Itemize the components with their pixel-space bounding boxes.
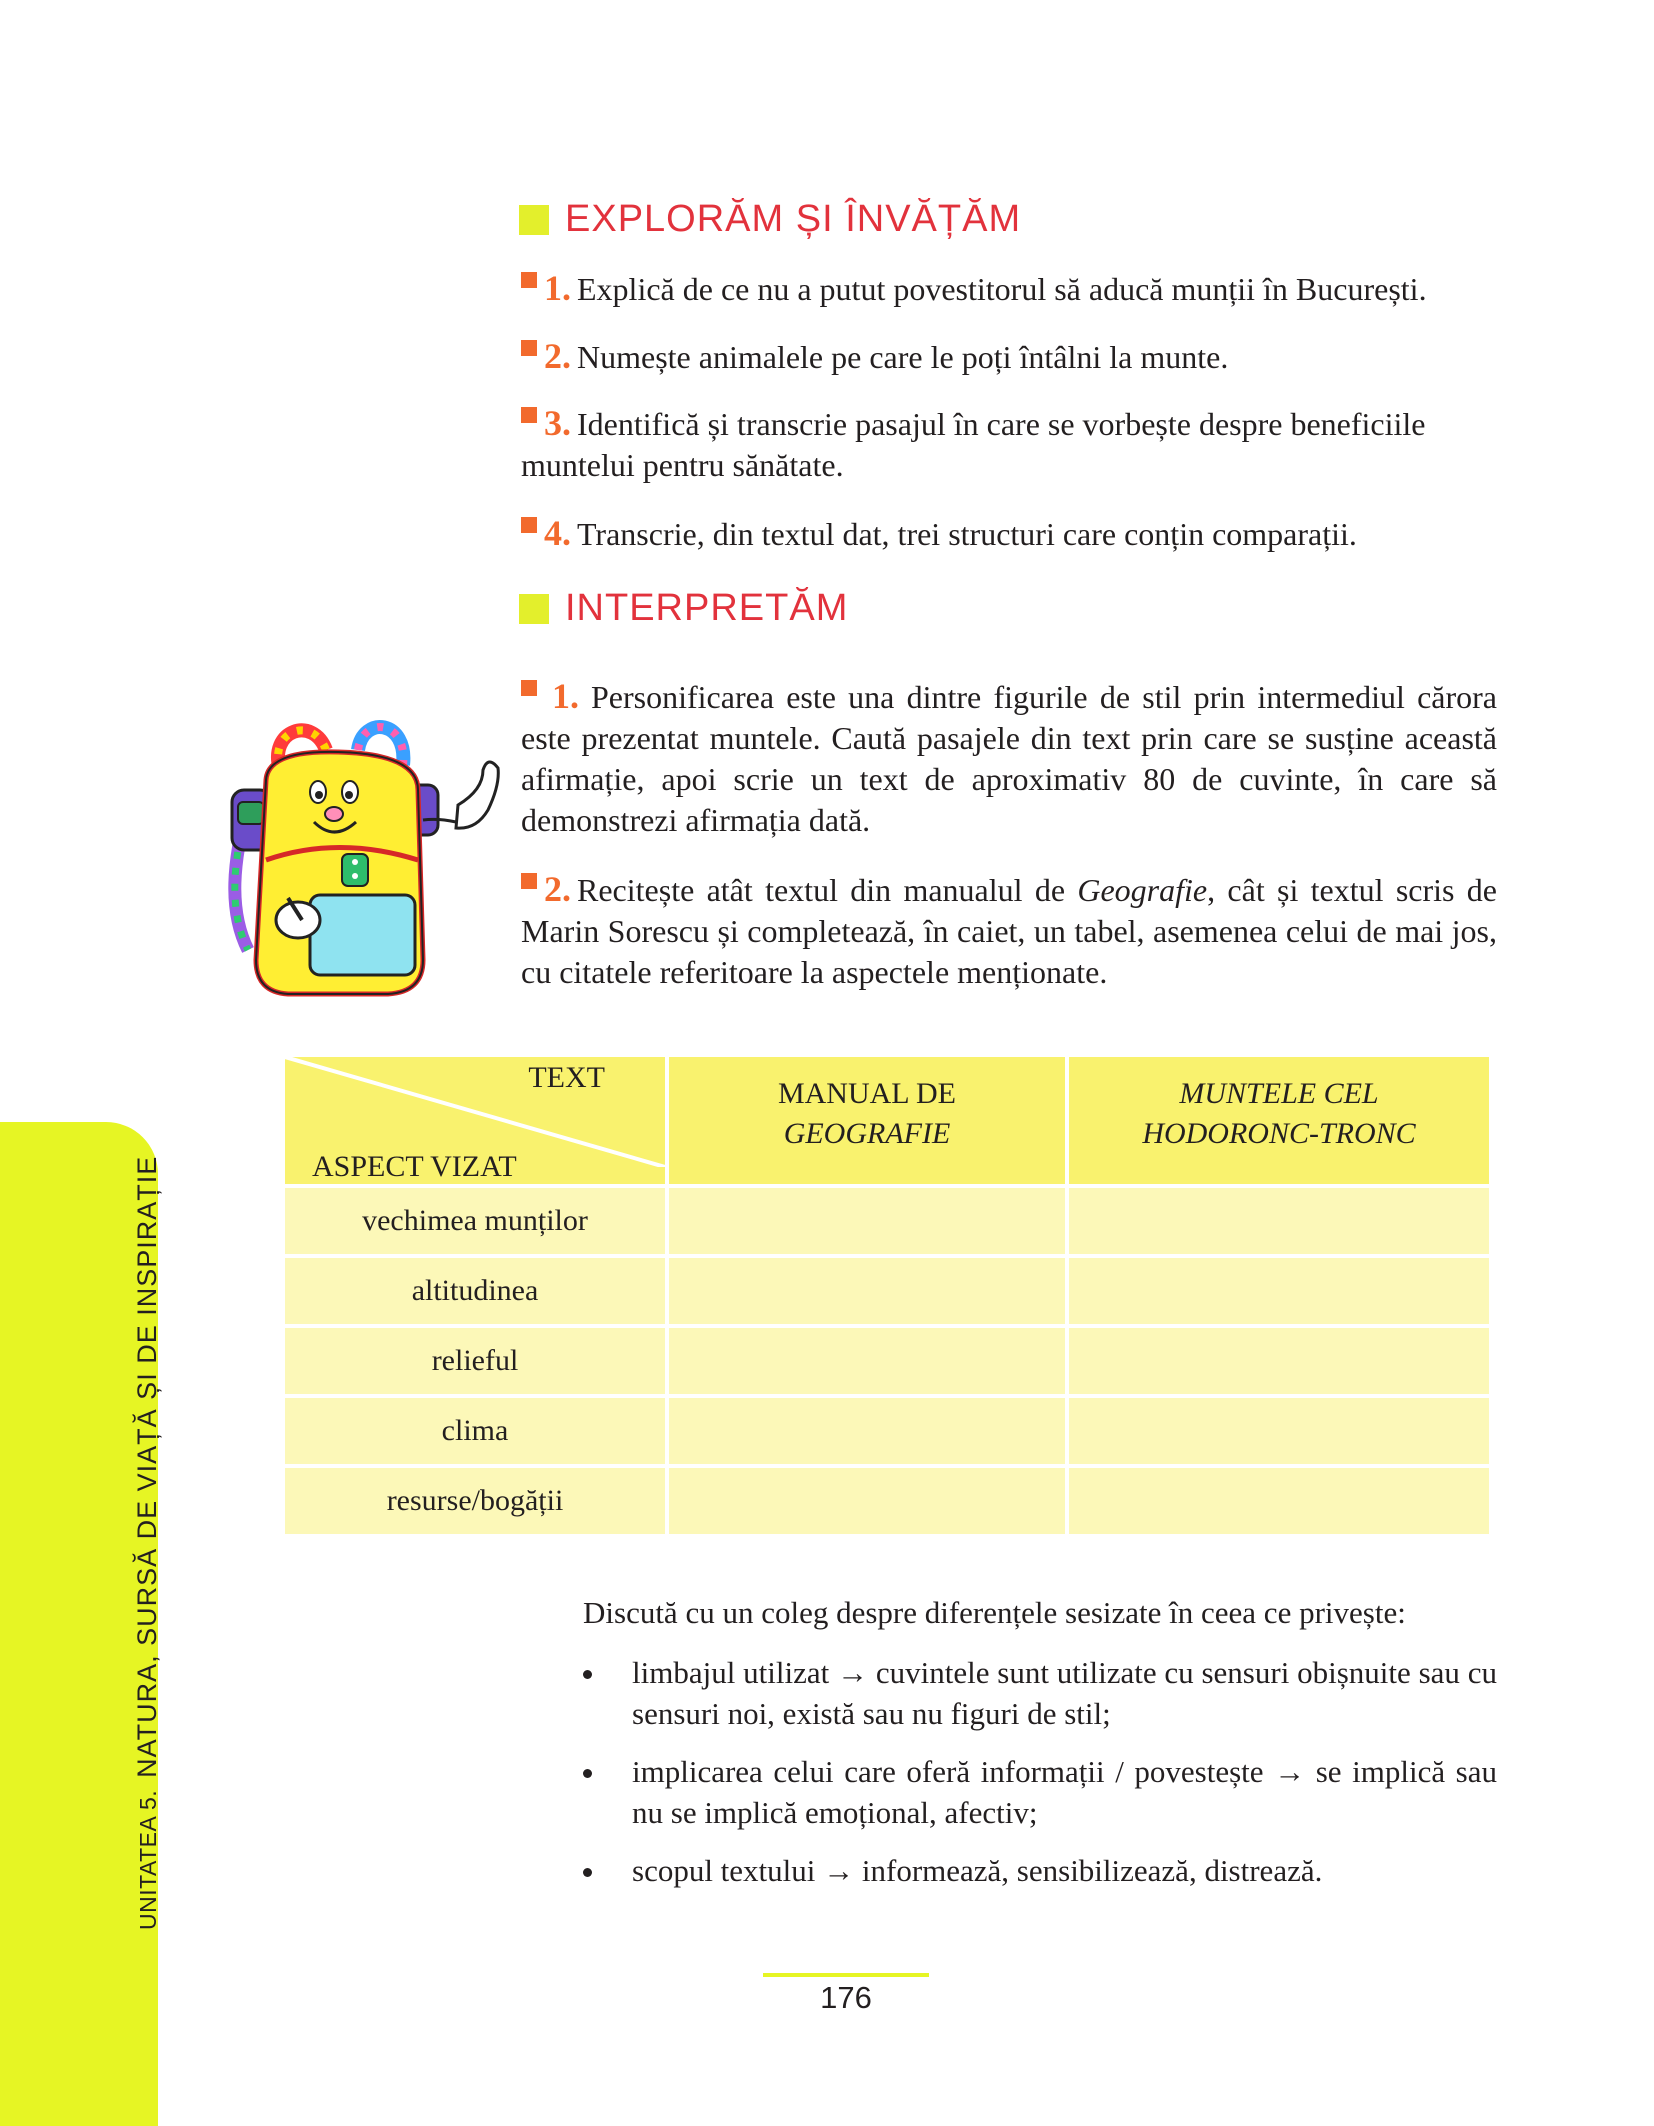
exercise-text: Personificarea este una dintre figurile de stil prin intermediul cărora este prezentat muntele. Caută pasajele din text prin care se susține această afirmație, apoi scrie un text de aproximativ 80 de cuvinte, în care să demonstrezi afirmația dată. <box>521 679 1497 838</box>
sidebar-theme-label: NATURA, SURSĂ DE VIAȚĂ ȘI DE INSPIRAȚIE <box>132 1155 162 1778</box>
section-title: EXPLORĂM ȘI ÎNVĂȚĂM <box>565 198 1022 240</box>
table-cell <box>1069 1188 1489 1254</box>
exercise-number: 1. <box>544 268 571 308</box>
table-cell <box>669 1328 1065 1394</box>
table-row <box>285 1398 1489 1464</box>
row-label: relieful <box>285 1328 665 1394</box>
exercise-number: 4. <box>544 513 571 553</box>
table-cell <box>1069 1258 1489 1324</box>
list-item-text: implicarea celui care oferă informații / povestește → se implică sau nu se implică emoțional, afectiv; <box>632 1754 1497 1830</box>
section-title: INTERPRETĂM <box>565 587 849 629</box>
bullet-dot-icon <box>583 1769 592 1778</box>
list-item <box>583 1850 1497 1891</box>
table-cell <box>1069 1468 1489 1534</box>
corner-label-text: TEXT <box>528 1061 605 1094</box>
exercise-item <box>521 513 1497 555</box>
exercise-item <box>521 869 1497 993</box>
list-item-text: scopul textului → informează, sensibilizează, distrează. <box>632 1853 1323 1888</box>
exercise-number: 2. <box>544 869 571 909</box>
column-header-muntele <box>1069 1057 1489 1184</box>
column-header-line: HODORONC-TRONC <box>1142 1117 1416 1150</box>
exercise-text: Recitește atât textul din manualul de <box>577 872 1078 908</box>
column-header-line: MANUAL DE <box>777 1077 957 1110</box>
list-item-text: limbajul utilizat → cuvintele sunt utilizate cu sensuri obișnuite sau cu sensuri noi, există sau nu figuri de stil; <box>632 1655 1497 1731</box>
square-bullet-icon <box>521 272 537 288</box>
sidebar-unit-label: UNITATEA 5. <box>135 1789 161 1930</box>
exercise-text-italic: Geografie <box>1077 872 1208 908</box>
bullet-dot-icon <box>583 1868 592 1877</box>
exercise-number: 2. <box>544 336 571 376</box>
row-label: resurse/bogății <box>285 1468 665 1534</box>
heading-square-icon <box>519 205 549 235</box>
table-row <box>285 1258 1489 1324</box>
table-row <box>285 1328 1489 1394</box>
backpack-mascot-illustration <box>218 710 508 1005</box>
table-cell <box>1069 1398 1489 1464</box>
table-cell <box>669 1398 1065 1464</box>
row-label: vechimea munților <box>285 1188 665 1254</box>
sidebar-unit-title <box>132 1156 163 1930</box>
square-bullet-icon <box>521 680 537 696</box>
table-row <box>285 1468 1489 1534</box>
table-cell <box>669 1468 1065 1534</box>
discussion-intro: Discută cu un coleg despre diferențele sesizate în ceea ce privește: <box>583 1595 1406 1630</box>
exercise-text: Identifică și transcrie pasajul în care se vorbește despre beneficiile muntelui pentru sănătate. <box>521 406 1426 483</box>
exercise-text: Explică de ce nu a putut povestitorul să aducă munții în București. <box>577 271 1427 307</box>
exercise-text: , cât și textul scris de Marin Sorescu și completează, în caiet, un tabel, asemenea celui de mai jos, cu citatele referitoare la aspectele menționate. <box>521 872 1498 990</box>
table-cell <box>1069 1328 1489 1394</box>
section-heading-interpret <box>519 587 848 630</box>
discussion-list <box>583 1652 1497 1908</box>
exercise-item <box>521 676 1497 841</box>
exercise-item <box>521 403 1497 486</box>
square-bullet-icon <box>521 873 537 889</box>
square-bullet-icon <box>521 517 537 533</box>
exercise-item <box>521 268 1497 310</box>
table-cell <box>669 1258 1065 1324</box>
square-bullet-icon <box>521 340 537 356</box>
table-row <box>285 1188 1489 1254</box>
section-heading-explore <box>519 198 1021 241</box>
exercise-text: Numește animalele pe care le poți întâlni la munte. <box>577 339 1229 375</box>
table-cell <box>669 1188 1065 1254</box>
row-label: clima <box>285 1398 665 1464</box>
corner-label-aspect: ASPECT VIZAT <box>312 1150 517 1183</box>
page-number: 176 <box>820 1980 872 2015</box>
list-item <box>583 1652 1497 1734</box>
heading-square-icon <box>519 594 549 624</box>
aspects-table <box>281 1057 1493 1534</box>
exercise-text: Transcrie, din textul dat, trei structuri care conțin comparații. <box>577 516 1357 552</box>
row-label: altitudinea <box>285 1258 665 1324</box>
table-corner-cell <box>285 1057 665 1184</box>
square-bullet-icon <box>521 407 537 423</box>
column-header-line: GEOGRAFIE <box>783 1117 951 1150</box>
column-header-manual <box>669 1057 1065 1184</box>
exercise-number: 3. <box>544 403 571 443</box>
exercise-item <box>521 336 1497 378</box>
bullet-dot-icon <box>583 1670 592 1679</box>
page-number-rule <box>763 1973 929 1977</box>
exercise-number: 1. <box>552 676 579 716</box>
list-item <box>583 1751 1497 1833</box>
column-header-line: MUNTELE CEL <box>1179 1077 1379 1110</box>
